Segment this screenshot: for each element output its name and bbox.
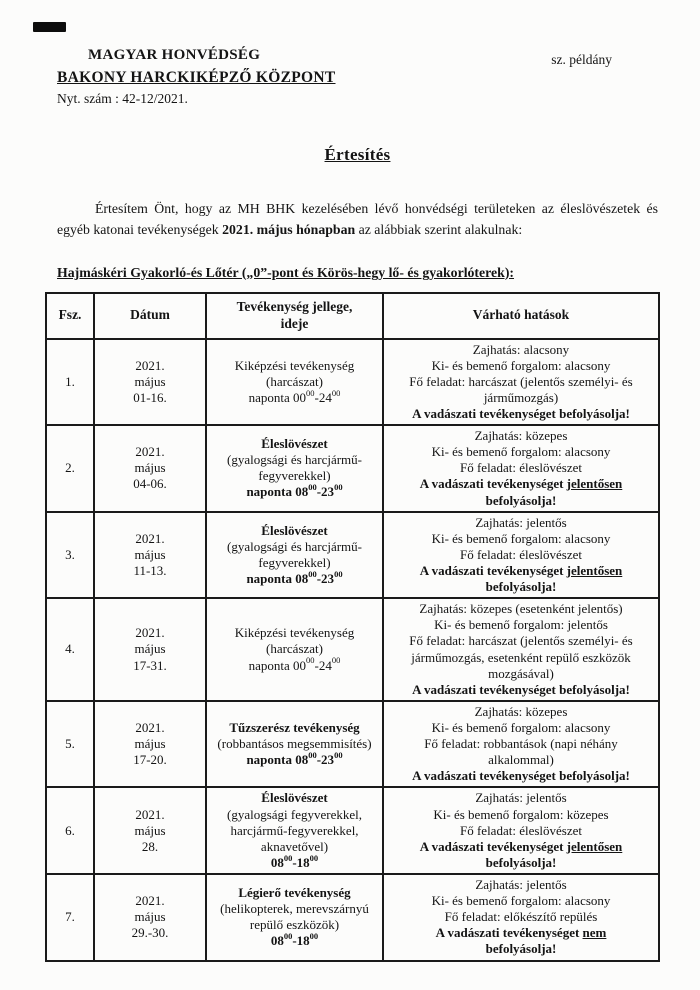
cell-activity [206, 598, 383, 701]
cell-fsz-line [50, 823, 90, 839]
scan-artifact-mark [33, 22, 66, 32]
cell-date [94, 425, 206, 512]
text-segment: 00 [283, 931, 293, 941]
cell-date-line [98, 476, 202, 492]
cell-date-line [98, 444, 202, 460]
cell-effects-line [387, 617, 655, 633]
text-segment: Fő feladat: harcászat (jelentős személyi- és [409, 633, 633, 649]
cell-fsz [46, 339, 94, 426]
text-segment: -23 [316, 571, 335, 587]
cell-date-line [98, 563, 202, 579]
cell-activity-line [210, 885, 379, 901]
text-segment: befolyásolja! [485, 579, 557, 595]
cell-date-line [98, 658, 202, 674]
cell-effects-line [387, 390, 655, 406]
text-segment: 2021. [135, 357, 165, 373]
text-segment: 00 [308, 482, 317, 493]
cell-fsz-line [50, 736, 90, 752]
cell-effects-line [387, 893, 655, 909]
cell-effects [383, 598, 659, 701]
text-segment: Tűzszerész tevékenység [229, 719, 360, 735]
cell-activity [206, 339, 383, 426]
cell-activity-line [210, 468, 379, 484]
text-segment: (gyalogsági fegyverekkel, [226, 806, 362, 822]
cell-activity-line [210, 917, 379, 933]
text-segment: jelentősen [566, 838, 623, 854]
table-row [46, 339, 659, 426]
cell-fsz-line [50, 374, 90, 390]
column-header-2-line [210, 299, 379, 316]
cell-activity-line [210, 484, 379, 500]
text-segment: -18 [292, 933, 310, 949]
cell-effects-line [387, 925, 655, 941]
cell-fsz [46, 425, 94, 512]
cell-activity-line [210, 625, 379, 641]
cell-activity [206, 425, 383, 512]
text-segment: 00 [331, 387, 341, 398]
text-segment: 00 [331, 655, 341, 666]
text-segment: Fő feladat: robbantások (napi néhány [424, 736, 618, 752]
table-row [46, 598, 659, 701]
cell-date-line [98, 839, 202, 855]
cell-date [94, 874, 206, 961]
text-segment: járműmozgás) [483, 389, 559, 405]
column-header-1-line [98, 307, 202, 324]
header-row [46, 293, 659, 339]
cell-activity-line [210, 852, 379, 871]
text-segment: -23 [316, 484, 335, 500]
cell-activity-line [210, 374, 379, 390]
cell-date-line [98, 720, 202, 736]
text-segment: 00 [308, 568, 317, 579]
cell-date-line [98, 893, 202, 909]
text-segment: A vadászati tevékenységet [419, 562, 567, 578]
text-segment: Ki- és bemenő forgalom: alacsony [431, 719, 611, 735]
text-segment: Fő feladat: éleslövészet [459, 460, 582, 476]
cell-activity-line [210, 933, 379, 949]
cell-effects-line [387, 547, 655, 563]
cell-fsz [46, 787, 94, 874]
cell-activity-line [210, 823, 379, 839]
cell-effects-line [387, 752, 655, 768]
column-header-2 [206, 293, 383, 339]
column-header-0 [46, 293, 94, 339]
cell-effects-line [387, 563, 655, 579]
column-header-3-line [387, 307, 655, 324]
cell-fsz-line [50, 547, 90, 563]
cell-effects-line [387, 909, 655, 925]
column-header-3 [383, 293, 659, 339]
text-segment: 08 [270, 854, 284, 870]
cell-effects-line [387, 531, 655, 547]
text-segment: (harcászat) [265, 641, 323, 657]
cell-effects-line [387, 682, 655, 698]
text-segment: 5. [65, 736, 75, 752]
intro-text-part1: Értesítem Önt, hogy az MH BHK kezelésében lévő honvédségi területeken az éleslövészetek és egyéb katonai tevékenységek [57, 201, 658, 237]
text-segment: Dátum [130, 307, 170, 323]
text-segment: naponta 08 [246, 571, 309, 587]
text-segment: 17-31. [133, 657, 167, 673]
text-segment: (robbantásos megsemmisítés) [217, 736, 372, 752]
text-segment: 29.-30. [131, 925, 169, 941]
cell-fsz-line [50, 460, 90, 476]
cell-effects-line [387, 839, 655, 855]
cell-activity [206, 512, 383, 599]
cell-fsz [46, 874, 94, 961]
text-segment: 2021. [135, 893, 165, 909]
cell-effects-line [387, 704, 655, 720]
cell-date-line [98, 925, 202, 941]
cell-fsz [46, 701, 94, 788]
cell-effects [383, 512, 659, 599]
cell-effects [383, 701, 659, 788]
text-segment: 04-06. [133, 476, 167, 492]
cell-effects [383, 787, 659, 874]
cell-effects [383, 339, 659, 426]
cell-effects [383, 425, 659, 512]
intro-text-bold-month: 2021. május hónapban [222, 221, 356, 237]
org-name-line2: BAKONY HARCKIKÉPZŐ KÖZPONT [57, 68, 336, 86]
text-segment: Zajhatás: alacsony [472, 341, 570, 357]
text-segment: 00 [309, 852, 319, 863]
letterhead-left [57, 46, 336, 107]
text-segment: naponta 00 [248, 657, 307, 673]
cell-effects-line [387, 444, 655, 460]
text-segment: 08 [270, 933, 284, 949]
text-segment: befolyásolja! [485, 492, 557, 508]
text-segment: mozgásával) [488, 665, 554, 681]
text-segment: Ki- és bemenő forgalom: alacsony [431, 530, 611, 546]
intro-paragraph [57, 199, 658, 240]
table-row [46, 425, 659, 512]
text-segment: 2021. [135, 530, 165, 546]
cell-effects-line [387, 855, 655, 871]
cell-date [94, 598, 206, 701]
text-segment: 2021. [135, 806, 165, 822]
text-segment: ideje [280, 315, 309, 331]
text-segment: május [134, 373, 166, 389]
text-segment: -24 [314, 389, 332, 405]
cell-activity [206, 874, 383, 961]
cell-effects-line [387, 406, 655, 422]
cell-effects-line [387, 877, 655, 893]
cell-effects-line [387, 941, 655, 957]
cell-date-line [98, 547, 202, 563]
text-segment: A vadászati tevékenységet [435, 925, 583, 941]
cell-activity-line [210, 839, 379, 855]
cell-date [94, 701, 206, 788]
column-header-0-line [50, 307, 90, 324]
cell-effects-line [387, 823, 655, 839]
cell-activity [206, 701, 383, 788]
text-segment: 6. [65, 822, 75, 838]
cell-effects [383, 874, 659, 961]
text-segment: Ki- és bemenő forgalom: alacsony [431, 893, 611, 909]
text-segment: A vadászati tevékenységet [419, 838, 567, 854]
text-segment: Kiképzési tevékenység [234, 357, 355, 373]
text-segment: 17-20. [133, 752, 167, 768]
cell-date-line [98, 909, 202, 925]
text-segment: 00 [306, 387, 315, 398]
cell-activity-line [210, 436, 379, 452]
text-segment: Ki- és bemenő forgalom: alacsony [431, 444, 611, 460]
cell-fsz [46, 598, 94, 701]
cell-effects-line [387, 515, 655, 531]
cell-effects-line [387, 736, 655, 752]
text-segment: befolyásolja! [485, 941, 557, 957]
text-segment: repülő eszközök) [249, 917, 340, 933]
text-segment: május [134, 736, 166, 752]
text-segment: Éleslövészet [261, 436, 328, 452]
cell-effects-line [387, 374, 655, 390]
text-segment: A vadászati tevékenységet befolyásolja! [412, 406, 630, 421]
activity-table-body [46, 339, 659, 961]
cell-effects-line [387, 790, 655, 806]
text-segment: Tevékenység jellege, [236, 298, 353, 314]
text-segment: Zajhatás: közepes [474, 703, 568, 719]
cell-effects-line [387, 460, 655, 476]
table-row [46, 874, 659, 961]
cell-effects-line [387, 579, 655, 595]
text-segment: (helikopterek, merevszárnyú [220, 901, 369, 917]
text-segment: -23 [316, 752, 335, 768]
column-header-1 [94, 293, 206, 339]
cell-effects-line [387, 493, 655, 509]
cell-activity-line [210, 387, 379, 406]
cell-activity-line [210, 749, 379, 768]
cell-date-line [98, 807, 202, 823]
text-segment: aknavetővel) [260, 838, 329, 854]
text-segment: 00 [309, 931, 319, 941]
text-segment: Kiképzési tevékenység [234, 625, 355, 641]
cell-date-line [98, 460, 202, 476]
cell-date-line [98, 390, 202, 406]
text-segment: Fsz. [58, 307, 82, 323]
table-row [46, 512, 659, 599]
text-segment: jelentősen [566, 562, 623, 578]
cell-effects-line [387, 358, 655, 374]
cell-effects-line [387, 768, 655, 784]
text-segment: május [134, 822, 166, 838]
text-segment: naponta 00 [248, 389, 307, 405]
text-segment: Ki- és bemenő forgalom: jelentős [434, 617, 608, 633]
cell-effects-line [387, 720, 655, 736]
table-row [46, 701, 659, 788]
cell-date [94, 512, 206, 599]
text-segment: május [134, 546, 166, 562]
text-segment: (gyalogsági és harcjármű- [226, 538, 362, 554]
cell-activity-line [210, 655, 379, 674]
text-segment: naponta 08 [246, 752, 309, 768]
document-title: Értesítés [324, 145, 391, 165]
text-segment: 00 [283, 852, 293, 863]
text-segment: Zajhatás: közepes [474, 428, 568, 444]
text-segment: Zajhatás: jelentős [475, 876, 567, 892]
text-segment: befolyásolja! [485, 854, 557, 870]
cell-date-line [98, 736, 202, 752]
cell-activity-line [210, 555, 379, 571]
text-segment: 28. [141, 838, 159, 854]
cell-activity-line [210, 807, 379, 823]
cell-effects-line [387, 633, 655, 649]
text-segment: 00 [334, 482, 343, 493]
text-segment: járműmozgás, esetenként repülő eszközök [411, 649, 631, 665]
cell-date-line [98, 531, 202, 547]
text-segment: Fő feladat: előkészítő repülés [444, 909, 598, 925]
text-segment: Fő feladat: harcászat (jelentős személyi- és [409, 373, 633, 389]
cell-activity-line [210, 901, 379, 917]
cell-date [94, 339, 206, 426]
section-heading-range: Hajmáskéri Gyakorló-és Lőtér („0”-pont és Körös-hegy lő- és gyakorlóterek): [57, 264, 515, 280]
cell-activity-line [210, 568, 379, 587]
text-segment: 1. [65, 373, 75, 389]
text-segment: 4. [65, 641, 75, 657]
text-segment: 2021. [135, 625, 165, 641]
text-segment: (gyalogsági és harcjármű- [226, 452, 362, 468]
text-segment: Éleslövészet [261, 522, 328, 538]
text-segment: fegyverekkel) [258, 468, 331, 484]
cell-activity [206, 787, 383, 874]
text-segment: -24 [314, 657, 332, 673]
text-segment: nem [582, 925, 607, 941]
cell-fsz-line [50, 641, 90, 657]
text-segment: Várható hatások [472, 307, 570, 323]
cell-fsz-line [50, 909, 90, 925]
table-row [46, 787, 659, 874]
text-segment: 00 [308, 749, 317, 760]
intro-text-part2: az alábbiak szerint alakulnak: [355, 221, 523, 237]
text-segment: 11-13. [133, 562, 167, 578]
cell-activity-line [210, 358, 379, 374]
text-segment: 3. [65, 546, 75, 562]
cell-date-line [98, 358, 202, 374]
text-segment: 00 [334, 749, 343, 760]
text-segment: május [134, 909, 166, 925]
cell-date-line [98, 641, 202, 657]
cell-activity-line [210, 539, 379, 555]
cell-activity-line [210, 720, 379, 736]
text-segment: 2. [65, 460, 75, 476]
text-segment: Ki- és bemenő forgalom: közepes [433, 806, 609, 822]
text-segment: 01-16. [133, 389, 167, 405]
cell-effects-line [387, 650, 655, 666]
letterhead [57, 46, 658, 107]
cell-date-line [98, 752, 202, 768]
text-segment: Légierő tevékenység [238, 885, 351, 900]
activity-schedule-table [45, 292, 660, 962]
text-segment: Zajhatás: jelentős [475, 790, 567, 806]
text-segment: A vadászati tevékenységet befolyásolja! [412, 681, 630, 697]
cell-effects-line [387, 476, 655, 492]
cell-effects-line [387, 807, 655, 823]
cell-effects-line [387, 428, 655, 444]
text-segment: Zajhatás: jelentős [475, 514, 567, 530]
cell-effects-line [387, 666, 655, 682]
org-name-line1: MAGYAR HONVÉDSÉG [88, 47, 261, 63]
text-segment: 00 [334, 568, 343, 579]
text-segment: Zajhatás: közepes (esetenként jelentős) [419, 601, 623, 617]
text-segment: 7. [65, 909, 75, 925]
text-segment: jelentősen [566, 476, 623, 492]
registry-number: Nyt. szám : 42-12/2021. [57, 90, 188, 106]
text-segment: A vadászati tevékenységet befolyásolja! [412, 768, 630, 784]
text-segment: 2021. [135, 444, 165, 460]
text-segment: május [134, 641, 166, 657]
text-segment: harcjármű-fegyverekkel, [230, 822, 359, 838]
cell-date [94, 787, 206, 874]
cell-effects-line [387, 601, 655, 617]
cell-fsz [46, 512, 94, 599]
cell-activity-line [210, 790, 379, 806]
text-segment: (harcászat) [265, 373, 323, 389]
cell-date-line [98, 374, 202, 390]
text-segment: Ki- és bemenő forgalom: alacsony [431, 357, 611, 373]
text-segment: Éleslövészet [261, 790, 328, 806]
text-segment: Fő feladat: éleslövészet [459, 822, 582, 838]
cell-effects-line [387, 342, 655, 358]
cell-activity-line [210, 641, 379, 657]
text-segment: fegyverekkel) [258, 554, 331, 570]
text-segment: alkalommal) [488, 752, 554, 768]
text-segment: naponta 08 [246, 484, 309, 500]
text-segment: 00 [306, 655, 315, 666]
text-segment: 2021. [135, 719, 165, 735]
text-segment: Fő feladat: éleslövészet [459, 546, 582, 562]
text-segment: -18 [292, 854, 310, 870]
text-segment: A vadászati tevékenységet [419, 476, 567, 492]
cell-activity-line [210, 452, 379, 468]
cell-date-line [98, 625, 202, 641]
activity-table-head [46, 293, 659, 339]
copy-number-label: sz. példány [551, 52, 612, 67]
cell-date-line [98, 823, 202, 839]
text-segment: május [134, 460, 166, 476]
cell-activity-line [210, 523, 379, 539]
column-header-2-line [210, 316, 379, 333]
cell-activity-line [210, 736, 379, 752]
